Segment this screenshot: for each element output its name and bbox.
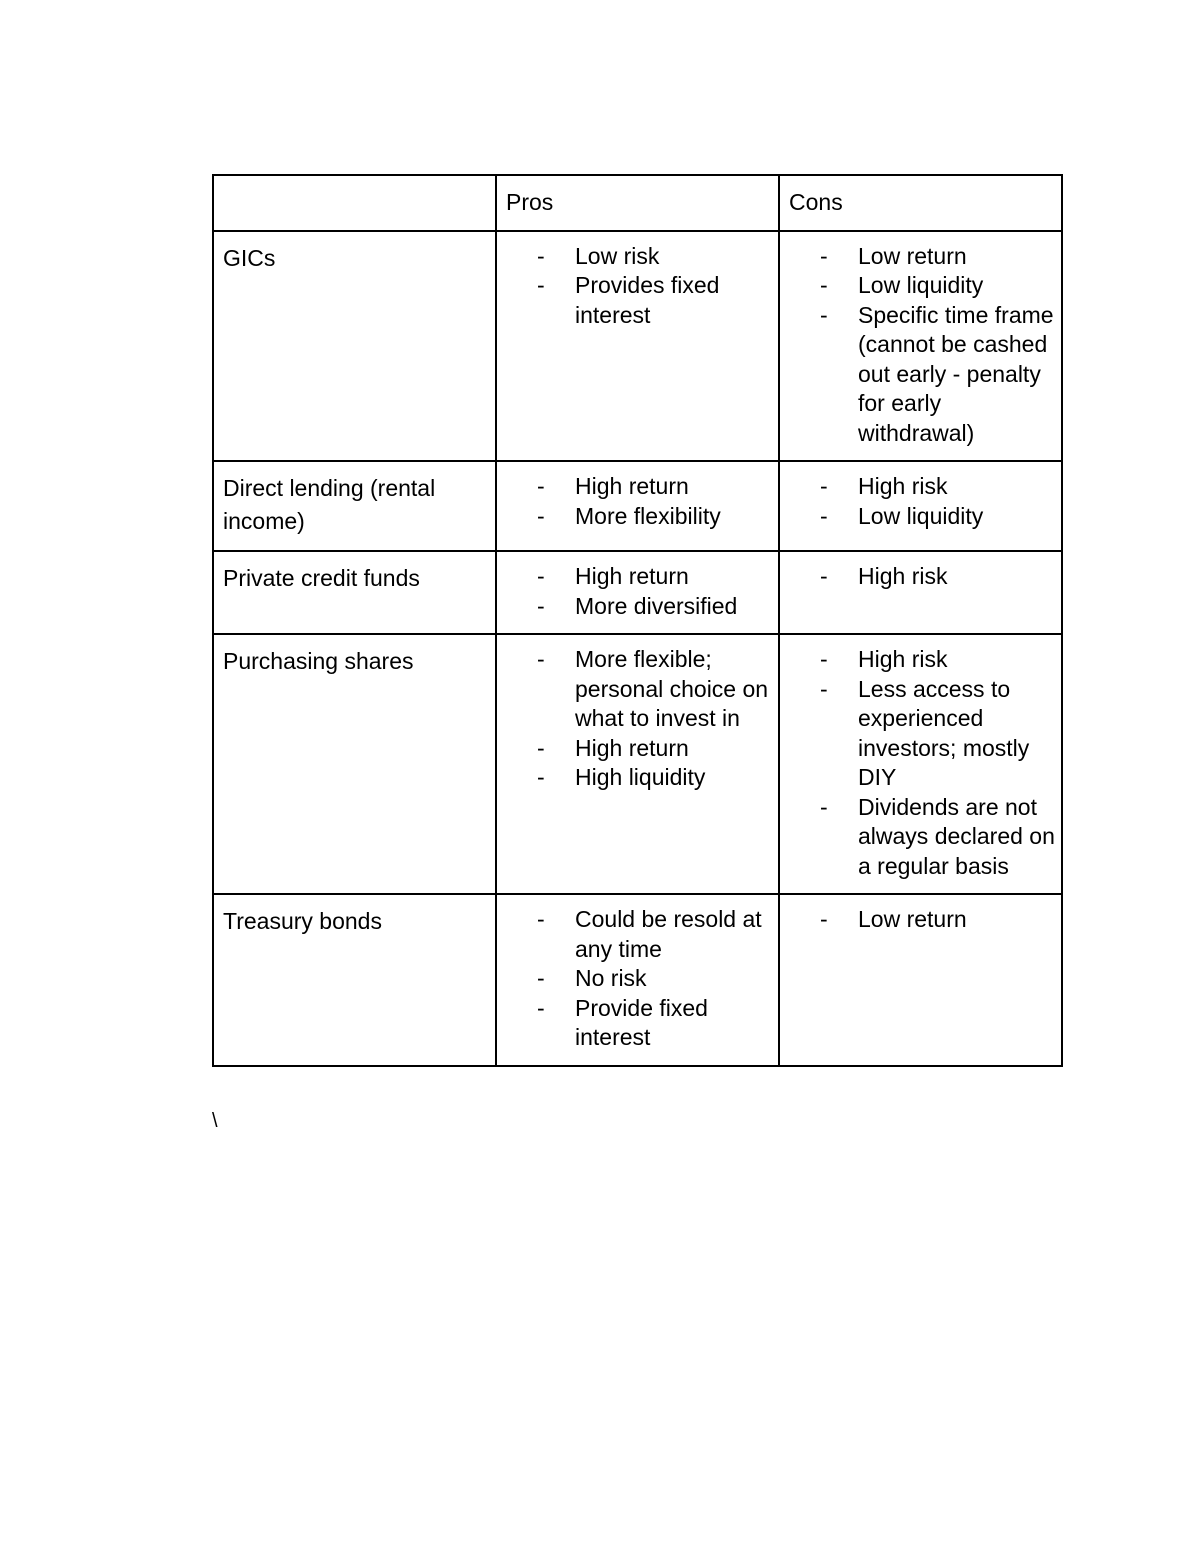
list-item: - Could be resold at any time [537,906,762,962]
list-item: - Specific time frame (cannot be cashed out early - penalty for early withdrawal) [820,301,1054,446]
pros-cell [496,634,779,894]
cons-list [780,552,1061,604]
header-cell-cons [779,175,1062,231]
pros-list [497,895,778,1065]
pros-cons-table [212,174,1063,1067]
list-item: - More flexible; personal choice on what to invest in [537,646,769,731]
row-label: GICs [223,244,276,271]
list-item: - Provide fixed interest [537,994,708,1050]
cons-cell [779,461,1062,551]
list-item: - High return [537,734,689,761]
list-item: - High liquidity [537,764,706,790]
list-item: - More flexibility [537,502,721,529]
row-label: Direct lending (rental income) [223,475,436,534]
cons-list [780,895,1061,947]
pros-list [497,232,778,343]
list-item: - Low return [820,242,967,269]
pros-cell [496,461,779,551]
list-item: - Low return [820,906,967,932]
table-row [213,894,1062,1066]
cons-cell [779,634,1062,894]
cons-heading: Cons [789,189,843,215]
list-item: - High risk [820,646,948,672]
table-row [213,461,1062,551]
header-cell-pros [496,175,779,231]
row-label-cell [213,634,496,894]
list-item: - High risk [820,473,948,499]
pros-list [497,552,778,633]
pros-cell [496,551,779,634]
stray-backslash-mark: \ [212,1110,218,1132]
row-label: Treasury bonds [223,908,382,934]
header-cell-empty [213,175,496,231]
cons-cell [779,551,1062,634]
list-item: - Low risk [537,242,660,269]
pros-list [497,462,778,543]
list-item: - High risk [820,563,948,589]
cons-cell [779,231,1062,462]
row-label: Purchasing shares [223,648,414,674]
cons-list [780,232,1061,461]
row-label-cell [213,551,496,634]
row-label-cell [213,894,496,1066]
list-item: - More diversified [537,592,738,619]
list-item: - No risk [537,965,647,991]
pros-cell [496,231,779,462]
list-item: - Low liquidity [820,272,984,298]
row-label: Private credit funds [223,565,420,591]
table-row [213,551,1062,634]
list-item: - Dividends are not always declared on a regular basis [820,793,1055,879]
list-item: - High return [537,473,689,499]
list-item: - High return [537,563,689,589]
row-label-cell [213,231,496,462]
list-item: - Less access to experienced investors; mostly DIY [820,675,1030,790]
pros-list [497,635,778,805]
table-header-row [213,175,1062,231]
table-row [213,634,1062,894]
row-label-cell [213,461,496,551]
list-item: - Low liquidity [820,502,984,529]
cons-list [780,635,1061,893]
pros-cell [496,894,779,1066]
table-row [213,231,1062,462]
cons-cell [779,894,1062,1066]
list-item: - Provides fixed interest [537,272,720,328]
cons-list [780,462,1061,543]
pros-heading: Pros [506,189,554,215]
